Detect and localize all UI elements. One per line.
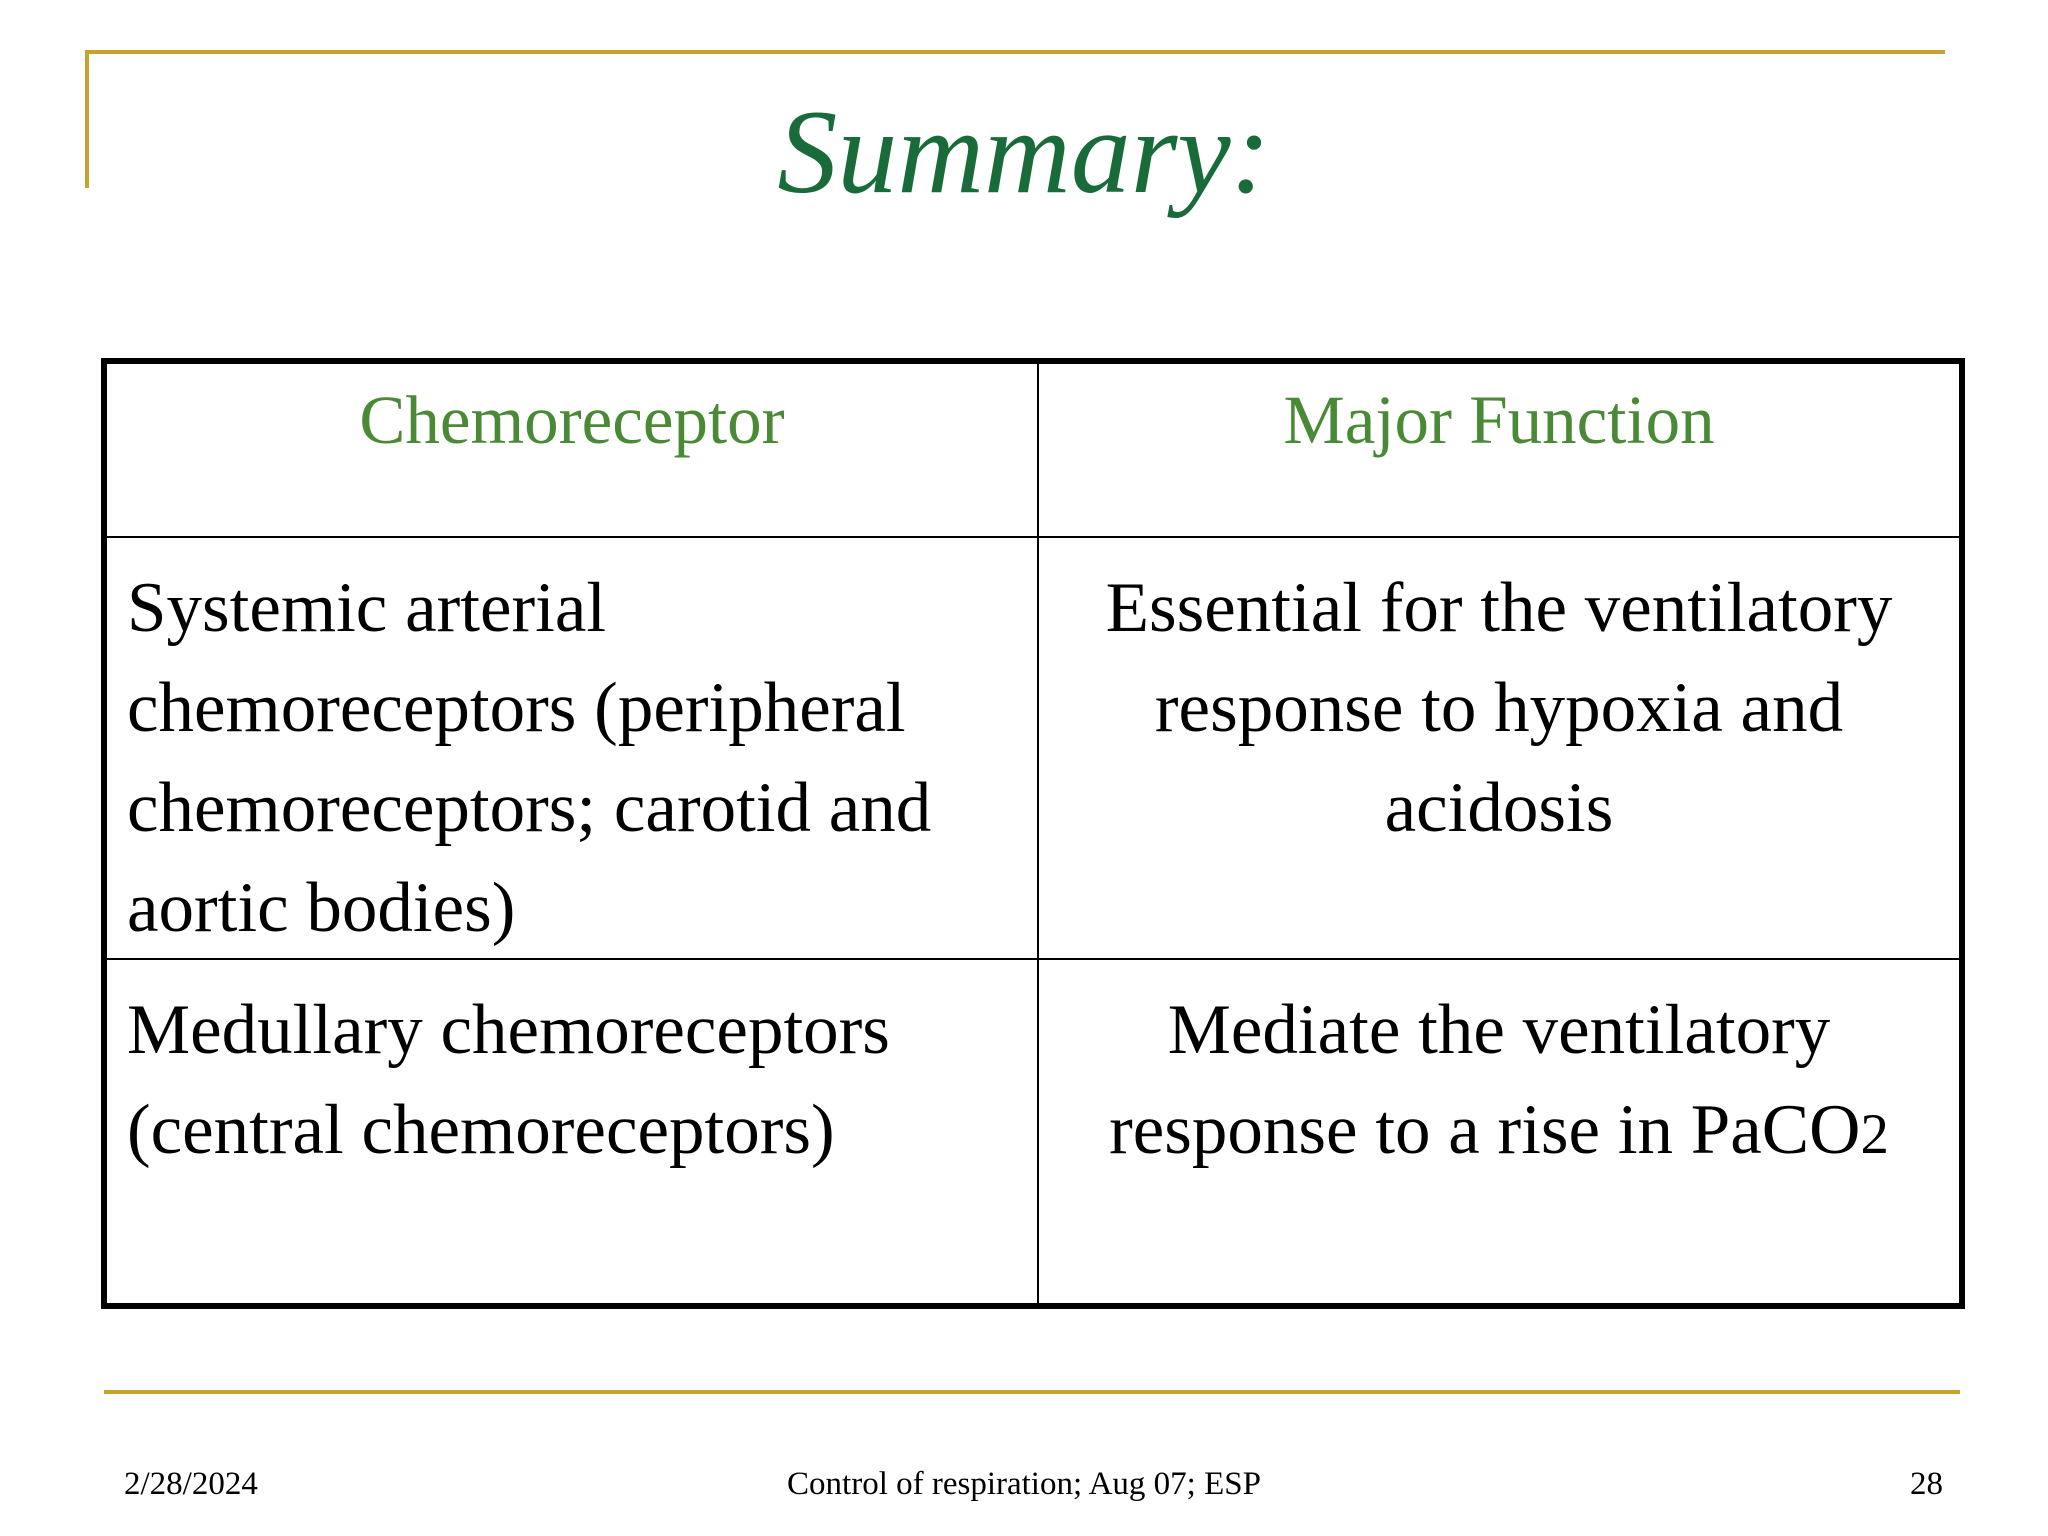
cell-line: (central chemoreceptors) (127, 1091, 835, 1169)
cell-line: response to hypoxia and (1154, 669, 1844, 747)
table-row (104, 537, 1962, 959)
summary-table (101, 358, 1965, 1309)
cell-line: Systemic arterial (127, 569, 607, 647)
header-chemoreceptor: Chemoreceptor (104, 361, 1038, 537)
cell-line: chemoreceptors (peripheral (127, 669, 906, 747)
cell-line: aortic bodies) (127, 869, 516, 947)
cell-function-systemic (1038, 537, 1962, 959)
cell-chemoreceptor-medullary (104, 959, 1038, 1306)
cell-line: Mediate the ventilatory (1167, 991, 1831, 1069)
cell-line: chemoreceptors; carotid and (127, 769, 932, 847)
slide-title: Summary: (777, 85, 1271, 218)
footer-title: Control of respiration; Aug 07; ESP (787, 1466, 1261, 1502)
cell-line: Medullary chemoreceptors (127, 991, 890, 1069)
cell-line: Essential for the ventilatory (1105, 569, 1893, 647)
table-header-row (104, 361, 1962, 537)
header-major-function: Major Function (1038, 361, 1962, 537)
cell-chemoreceptor-systemic (104, 537, 1038, 959)
top-accent-line (85, 50, 1945, 54)
cell-function-medullary (1038, 959, 1962, 1306)
bottom-accent-line (104, 1390, 1960, 1394)
cell-line (1059, 1080, 1939, 1185)
footer-page-number: 28 (1910, 1466, 1943, 1502)
paco2-subscript: 2 (1860, 1103, 1889, 1166)
cell-line: acidosis (1384, 769, 1614, 847)
cell-line-text: response to a rise in PaCO (1109, 1091, 1861, 1169)
footer-date: 2/28/2024 (124, 1466, 258, 1502)
table-row (104, 959, 1962, 1306)
